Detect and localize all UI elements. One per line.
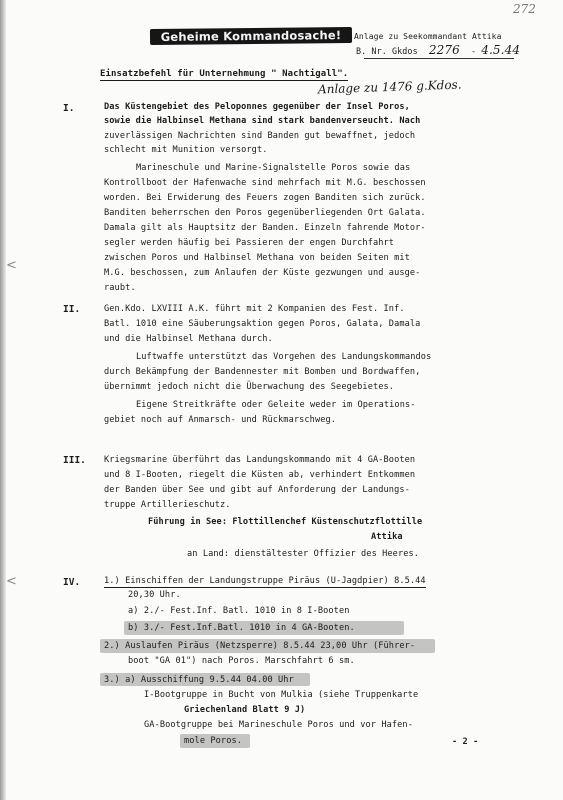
reference-date: 4.5.44 [481,43,521,57]
section-i-line: zwischen Poros und Halbinsel Methana von beiden Seiten mit [104,253,410,263]
section-iv-line: GA-Bootgruppe bei Marineschule Poros und vor Hafen- [144,720,413,730]
section-i-numeral: I. [63,103,75,114]
section-i-line: raubt. [104,283,136,293]
section-iv-line: 1.) Einschiffen der Landungstruppe Piräus (U-Jagdpier) 8.5.44 [104,576,426,586]
section-iv-line: boot "GA 01") nach Poros. Marschfahrt 6 sm. [128,656,355,666]
section-iv-line: 20,30 Uhr. [128,590,181,600]
scan-edge [0,0,6,800]
section-iv-line: I-Bootgruppe in Bucht von Mulkia (siehe Truppenkarte [144,690,419,700]
section-iii-line: und 8 I-Booten, riegelt die Küsten ab, verhindert Entkommen [104,470,416,480]
section-i-line: Das Küstengebiet des Peloponnes gegenüber der Insel Poros, [104,102,410,112]
section-i-line: schlecht mit Munition versorgt. [104,145,268,155]
section-iv-line: a) 2./- Fest.Inf. Batl. 1010 in 8 I-Booten [128,606,350,616]
section-i-line: worden. Bei Erwiderung des Feuers zogen Banditen sich zurück. [104,193,426,203]
section-ii-numeral: II. [63,304,81,315]
section-ii-line: Eigene Streitkräfte oder Geleite weder im Operations- [136,400,416,410]
section-iv-line: 3.) a) Ausschiffung 9.5.44 04.00 Uhr [104,675,294,685]
command-on-land: an Land: dienstältester Offizier des Heeres. [187,549,420,559]
section-iii-line: Kriegsmarine überführt das Landungskommando mit 4 GA-Booten [104,455,416,465]
section-i-line: Marineschule und Marine-Signalstelle Poros sowie das [136,163,411,173]
section-iv-line: Griechenland Blatt 9 J) [184,705,306,715]
punch-mark: < [6,574,17,589]
section-iv-numeral: IV. [63,577,81,588]
section-i-line: Banditen beherrschen den Poros gegenüberliegenden Ort Galata. [104,208,426,218]
section-i-line: zuverlässigen Nachrichten sind Banden gut bewaffnet, jedoch [104,131,416,141]
section-i-line: sowie die Halbinsel Methana sind stark bandenverseucht. Nach [104,116,421,126]
punch-mark: < [6,258,17,273]
section-iii-line: truppe Artillerieschutz. [104,500,231,510]
section-iv-line: 2.) Auslaufen Piräus (Netzsperre) 8.5.44 23,00 Uhr (Führer- [104,641,416,651]
section-i-line: Damala gilt als Hauptsitz der Banden. Einzeln fahrende Motor- [104,223,426,233]
section-ii-line: und die Halbinsel Methana durch. [104,334,273,344]
reference-date-separator: - [470,46,482,56]
section-iv-line: b) 3./- Fest.Inf.Batl. 1010 in 4 GA-Booten. [128,623,355,633]
section-iv-line: mole Poros. [184,736,243,746]
section-ii-line: Luftwaffe unterstützt das Vorgehen des Landungskommandos [136,352,432,362]
reference-number: 2276 [428,43,460,57]
section-ii-line: übernimmt jedoch nicht die Überwachung des Seegebietes. [104,382,395,392]
command-at-sea: Führung in See: Flottillenchef Küstenschutzflottille [148,517,423,527]
page-marker: - 2 - [452,737,479,747]
section-i-line: M.G. beschossen, zum Anlaufen der Küste gezwungen und ausge- [104,268,421,278]
section-i-line: Kontrollboot der Hafenwache sind mehrfach mit M.G. beschossen [104,178,426,188]
header-rule [364,58,514,59]
section-ii-line: Gen.Kdo. LXVIII A.K. führt mit 2 Kompanien des Fest. Inf. [104,304,405,314]
section-ii-line: gebiet noch auf Anmarsch- und Rückmarschweg. [104,415,337,425]
section-iii-numeral: III. [63,455,86,466]
header-annex: Anlage zu Seekommandant Attika [354,32,502,41]
section-ii-line: Batl. 1010 eine Säuberungsaktion gegen Poros, Galata, Damala [104,319,421,329]
document-title: Einsatzbefehl für Unternehmung " Nachtigall". [100,69,349,79]
handwritten-note: Anlage zu 1476 g.Kdos. [317,77,462,97]
classification-stamp: Geheime Kommandosache! [150,27,352,45]
corner-number: 272 [513,2,536,16]
command-at-sea-area: Attika [371,532,403,542]
section-iii-line: der Banden über See und gibt auf Anforderung der Landungs- [104,485,410,495]
header-ref: B. Nr. Gkdos 2276 - 4.5.44 [356,43,521,57]
section-ii-line: durch Bekämpfung der Bandennester mit Bomben und Bordwaffen, [104,367,421,377]
section-i-line: segler werden häufig bei Passieren der engen Durchfahrt [104,238,395,248]
